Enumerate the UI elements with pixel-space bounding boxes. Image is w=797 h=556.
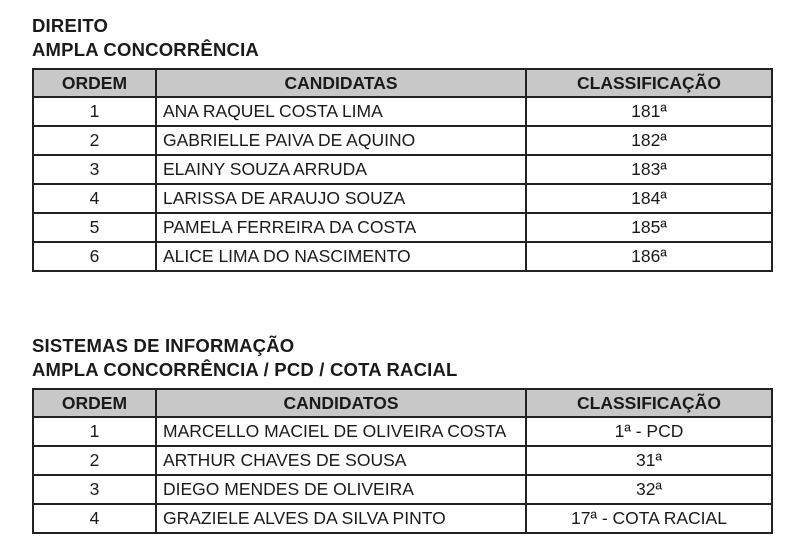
results-table [32,68,773,272]
cell-classificacao: 181ª [526,97,772,126]
section-title-course: SISTEMAS DE INFORMAÇÃO [32,335,295,356]
cell-classificacao: 186ª [526,242,772,271]
table-header-row [33,69,772,97]
table-row [33,213,772,242]
section-direito [32,14,773,272]
section-sistemas-de-informacao [32,334,773,534]
results-table [32,388,773,534]
cell-classificacao: 32ª [526,475,772,504]
header-candidatos: CANDIDATOS [156,389,526,417]
cell-ordem: 6 [33,242,156,271]
table-row [33,504,772,533]
cell-name: LARISSA DE ARAUJO SOUZA [156,184,526,213]
table-row [33,242,772,271]
table-row [33,475,772,504]
cell-classificacao: 184ª [526,184,772,213]
cell-ordem: 1 [33,417,156,446]
table-row [33,446,772,475]
cell-classificacao: 182ª [526,126,772,155]
header-classificacao: CLASSIFICAÇÃO [526,389,772,417]
cell-ordem: 2 [33,126,156,155]
cell-classificacao: 1ª - PCD [526,417,772,446]
table-row [33,155,772,184]
cell-classificacao: 31ª [526,446,772,475]
cell-name: ALICE LIMA DO NASCIMENTO [156,242,526,271]
section-title-category: AMPLA CONCORRÊNCIA / PCD / COTA RACIAL [32,359,458,380]
cell-name: ARTHUR CHAVES DE SOUSA [156,446,526,475]
table-row [33,184,772,213]
cell-classificacao: 185ª [526,213,772,242]
section-title-course: DIREITO [32,15,109,36]
table-row [33,97,772,126]
cell-name: PAMELA FERREIRA DA COSTA [156,213,526,242]
cell-name: ELAINY SOUZA ARRUDA [156,155,526,184]
cell-ordem: 4 [33,184,156,213]
cell-classificacao: 17ª - COTA RACIAL [526,504,772,533]
header-classificacao: CLASSIFICAÇÃO [526,69,772,97]
cell-ordem: 3 [33,475,156,504]
cell-name: GABRIELLE PAIVA DE AQUINO [156,126,526,155]
cell-name: GRAZIELE ALVES DA SILVA PINTO [156,504,526,533]
cell-ordem: 4 [33,504,156,533]
cell-name: ANA RAQUEL COSTA LIMA [156,97,526,126]
cell-ordem: 5 [33,213,156,242]
cell-name: MARCELLO MACIEL DE OLIVEIRA COSTA [156,417,526,446]
cell-ordem: 1 [33,97,156,126]
cell-ordem: 2 [33,446,156,475]
cell-name: DIEGO MENDES DE OLIVEIRA [156,475,526,504]
table-header-row [33,389,772,417]
table-row [33,417,772,446]
cell-classificacao: 183ª [526,155,772,184]
header-ordem: ORDEM [33,389,156,417]
cell-ordem: 3 [33,155,156,184]
table-row [33,126,772,155]
section-title-category: AMPLA CONCORRÊNCIA [32,39,259,60]
header-ordem: ORDEM [33,69,156,97]
header-candidatas: CANDIDATAS [156,69,526,97]
